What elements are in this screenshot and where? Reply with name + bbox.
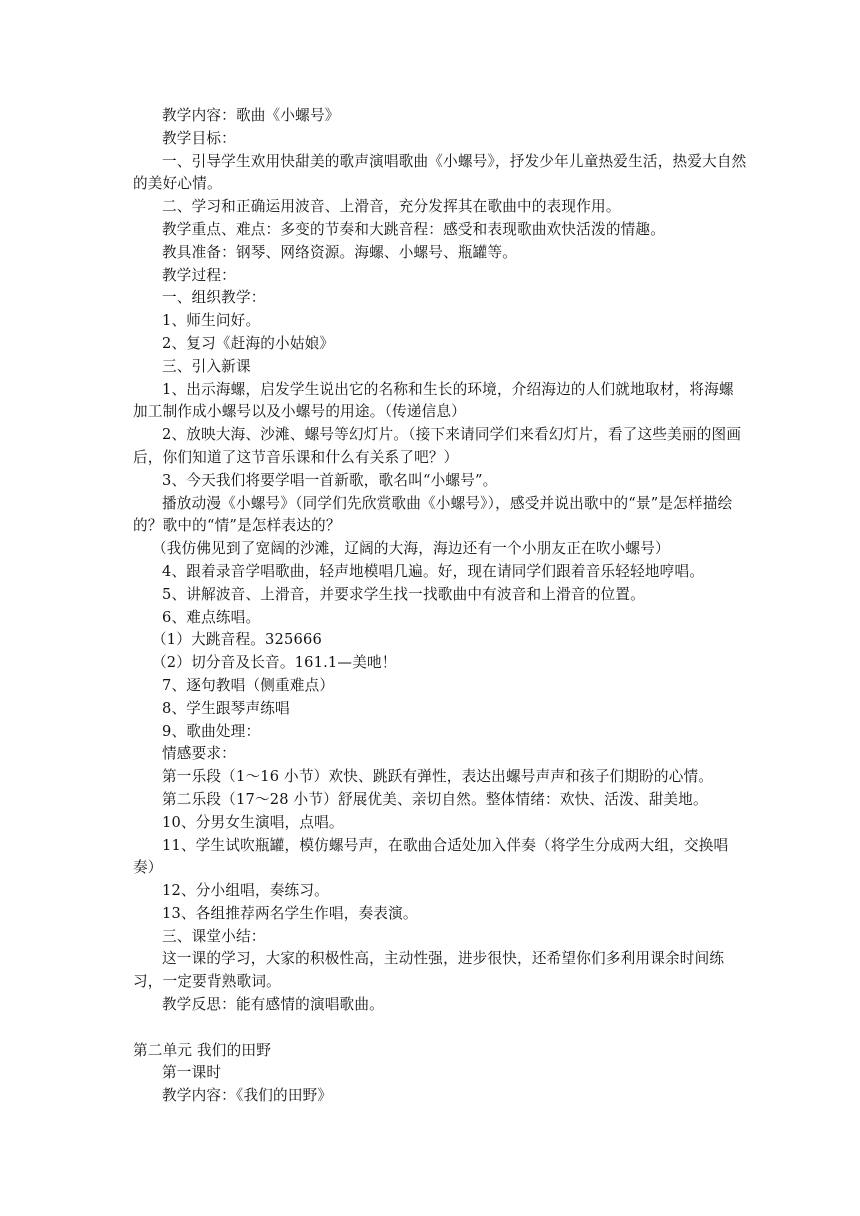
- section-two: 第二乐段（17～28 小节）舒展优美、亲切自然。整体情绪：欢快、活泼、甜美地。: [162, 790, 708, 808]
- step-learn-singing: 4、跟着录音学唱歌曲，轻声地模唱几遍。好，现在请同学们跟着音乐轻轻地哼唱。: [162, 562, 705, 580]
- summary-heading: 三、课堂小结：: [162, 927, 266, 945]
- goal-one: 一、引导学生欢用快甜美的歌声演唱歌曲《小螺号》，抒发少年儿童热爱生活，热爱大自然的美好心情。: [133, 152, 747, 193]
- step-introduce-heading: 三、引入新课: [162, 357, 251, 375]
- goal-two: 二、学习和正确运用波音、上滑音，充分发挥其在歌曲中的表现作用。: [162, 198, 621, 216]
- step-boys-girls: 10、分男女生演唱，点唱。: [162, 813, 344, 831]
- step-phrase-teaching: 7、逐句教唱（侧重难点）: [162, 676, 335, 694]
- reflection: 教学反思：能有感情的演唱歌曲。: [162, 996, 384, 1014]
- step-song-treatment: 9、歌曲处理：: [162, 722, 261, 740]
- step-group-performance: 13、各组推荐两名学生作唱，奏表演。: [162, 904, 418, 922]
- step-review: 2、复习《赶海的小姑娘》: [162, 334, 335, 352]
- lesson-plan-text: [133, 105, 747, 1108]
- step-greeting: 1、师生问好。: [162, 312, 261, 330]
- practice-syncopation: （2）切分音及长音。161.1—美吔！: [152, 654, 397, 672]
- blank-line: [133, 1017, 747, 1040]
- emotion-heading: 情感要求：: [162, 745, 236, 763]
- step-difficult-practice: 6、难点练唱。: [162, 608, 261, 626]
- step-play-animation: 播放动漫《小螺号》（同学们先欣赏歌曲《小螺号》），感受并说出歌中的“景”是怎样描绘的？歌中的“情”是怎样表达的？: [133, 494, 733, 535]
- practice-interval: （1）大跳音程。325666: [152, 631, 322, 649]
- summary-text: 这一课的学习，大家的积极性高，主动性强，进步很快，还希望你们多利用课余时间练习，一定要背熟歌词。: [133, 950, 725, 991]
- step-slides: 2、放映大海、沙滩、螺号等幻灯片。（接下来请同学们来看幻灯片，看了这些美丽的图画后，你们知道了这节音乐课和什么有关系了吧？）: [133, 426, 742, 466]
- process-heading: 教学过程：: [162, 266, 236, 284]
- teaching-content-line: 教学内容：歌曲《小螺号》: [162, 107, 340, 124]
- section-one: 第一乐段（1～16 小节）欢快、跳跃有弹性，表达出螺号声声和孩子们期盼的心情。: [162, 768, 714, 786]
- student-response: （我仿佛见到了宽阔的沙滩，辽阔的大海，海边还有一个小朋友正在吹小螺号）: [152, 540, 670, 558]
- unit-two-content: 教学内容：《我们的田野》: [162, 1087, 333, 1105]
- teaching-aids: 教具准备：钢琴、网络资源。海螺、小螺号、瓶罐等。: [162, 243, 518, 261]
- step-explain-ornaments: 5、讲解波音、上滑音，并要求学生找一找歌曲中有波音和上滑音的位置。: [162, 585, 645, 603]
- step-piano-practice: 8、学生跟琴声练唱: [162, 699, 290, 717]
- teaching-goals-heading: 教学目标：: [162, 129, 236, 147]
- step-bottle-accompaniment: 11、学生试吹瓶罐，模仿螺号声，在歌曲合适处加入伴奏（将学生分成两大组，交换唱奏）: [133, 836, 729, 877]
- step-new-song: 3、今天我们将要学唱一首新歌，歌名叫“小螺号”。: [162, 471, 498, 489]
- step-group-practice: 12、分小组唱，奏练习。: [162, 882, 329, 900]
- step-show-conch: 1、出示海螺，启发学生说出它的名称和生长的环境，介绍海边的人们就地取材，将海螺加工制作成小螺号以及小螺号的用途。（传递信息）: [133, 380, 734, 421]
- key-points: 教学重点、难点：多变的节奏和大跳音程：感受和表现歌曲欢快活泼的情趣。: [162, 220, 665, 238]
- lesson-one-heading: 第一课时: [162, 1064, 222, 1082]
- step-organize: 一、组织教学：: [162, 289, 266, 307]
- unit-two-heading: 第二单元 我们的田野: [133, 1041, 271, 1059]
